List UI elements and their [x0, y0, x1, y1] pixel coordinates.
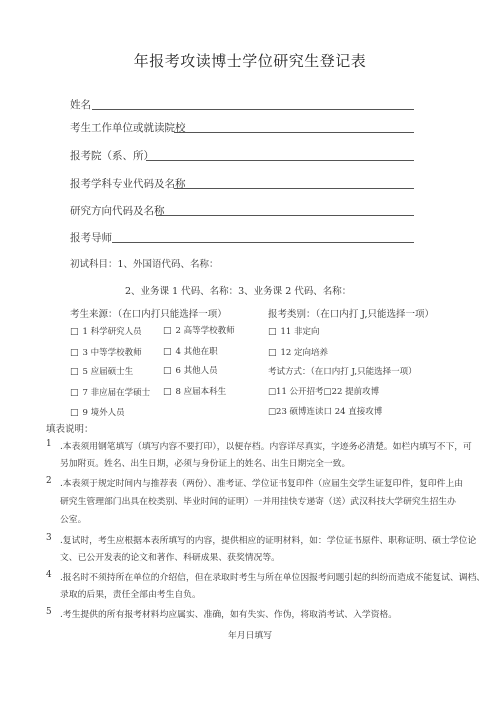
- business-courses: 2、业务课 1 代码、名称：3、业务课 2 代码、名称：: [125, 286, 352, 297]
- note-line: .本表须用钢笔填写（填写内容不要打印），以便存档。内容详尽真实，字迹务必清楚。如栏内填写不下，可: [60, 442, 472, 452]
- form-title: 年报考攻读博士学位研究生登记表: [133, 52, 367, 70]
- source-option-3[interactable]: □ 3 中等学校教师: [70, 348, 142, 358]
- major-label: 报考学科专业代码及名称: [70, 178, 186, 190]
- note-line: 另加附页。姓名、出生日期，必须与身份证上的姓名、出生日期完全一致。: [60, 459, 351, 469]
- department-field[interactable]: [146, 160, 414, 161]
- checkbox-icon: □: [70, 408, 79, 418]
- source-option-2[interactable]: □ 2 高等学校教师: [163, 326, 235, 336]
- note-line: .复试时，考生应根据本表所填写的内容，提供相应的证明材料，如：学位证书原件、职称证明、硕士学位论: [60, 536, 477, 546]
- department-label: 报考院（系、所）: [70, 150, 154, 162]
- name-label: 姓名: [70, 99, 91, 111]
- category-option-12[interactable]: □ 12 定向培养: [268, 348, 329, 358]
- institution-label: 考生工作单位或就读院校: [70, 122, 186, 134]
- checkbox-icon: □: [268, 327, 277, 337]
- research-direction-field[interactable]: [156, 215, 414, 216]
- checkbox-icon: □: [163, 347, 172, 357]
- source-heading: 考生来源：（在口内打只能选择一项）: [70, 309, 227, 320]
- checkbox-icon: □: [70, 388, 79, 398]
- note-line: 录取的后果，责任全部由考生自负。: [60, 590, 201, 600]
- initial-subject: 初试科目：1、外国语代码、名称：: [70, 259, 219, 270]
- source-option-4[interactable]: □ 4 其他在职: [163, 347, 218, 357]
- note-line: 公室。: [60, 515, 87, 525]
- checkbox-icon: □: [268, 348, 277, 358]
- note-line: .报名时不须持所在单位的介绍信，但在录取时考生与所在单位因报考问题引起的纠纷而造成不能复试、调档、: [60, 573, 486, 583]
- checkbox-icon: □: [70, 348, 79, 358]
- exam-method-options-2[interactable]: □23 硕博连读口 24 直接攻博: [268, 407, 383, 417]
- source-option-6[interactable]: □ 6 其他人员: [163, 366, 218, 376]
- checkbox-icon: □: [70, 327, 79, 337]
- supervisor-label: 报考导师: [70, 232, 112, 244]
- note-line: .考生提供的所有报考材料均应属实、准确，如有失实、作伪，将取消考试、入学资格。: [60, 610, 398, 620]
- exam-method-heading: 考试方式：（在口内打 J,只能选择一项）: [268, 367, 417, 377]
- major-field[interactable]: [174, 188, 414, 189]
- institution-field[interactable]: [174, 132, 414, 133]
- supervisor-field[interactable]: [112, 242, 414, 243]
- name-field[interactable]: [92, 109, 414, 110]
- category-option-11[interactable]: □ 11 非定向: [268, 327, 320, 337]
- category-heading: 报考类别：（在口内打 J,只能选择一项）: [268, 309, 435, 320]
- source-option-8[interactable]: □ 8 应届本科生: [163, 387, 227, 397]
- note-number: 2: [46, 476, 52, 486]
- checkbox-icon: □: [70, 367, 79, 377]
- note-number: 4: [46, 570, 52, 580]
- source-option-5[interactable]: □ 5 应届硕士生: [70, 367, 134, 377]
- notes-heading: 填表说明：: [46, 424, 94, 435]
- source-option-1[interactable]: □ 1 科学研究人员: [70, 327, 142, 337]
- note-number: 5: [46, 607, 52, 617]
- checkbox-icon: □: [163, 366, 172, 376]
- footer-date: 年月日填写: [228, 631, 272, 641]
- note-line: .本表须于规定时间内与推荐表（两份）、准考证、学位证书复印件（应届生交学生证复印件，复印件上由: [60, 479, 464, 489]
- note-number: 3: [46, 533, 52, 543]
- note-line: 研究生管理部门出具在校类别、毕业时间的证明）一并用挂快专递寄（送）武汉科技大学研究生招生办: [60, 497, 456, 507]
- note-line: 文、已公开发表的论文和著作、科研成果、获奖情况等。: [60, 553, 280, 563]
- research-direction-label: 研究方向代码及名称: [70, 205, 165, 217]
- exam-method-options-1[interactable]: □11 公开招考□22 提前攻博: [268, 387, 380, 397]
- checkbox-icon: □: [163, 326, 172, 336]
- checkbox-icon: □: [163, 387, 172, 397]
- note-number: 1: [46, 439, 52, 449]
- source-option-7[interactable]: □ 7 非应届在学硕士: [70, 388, 151, 398]
- source-option-9[interactable]: □ 9 境外人员: [70, 408, 125, 418]
